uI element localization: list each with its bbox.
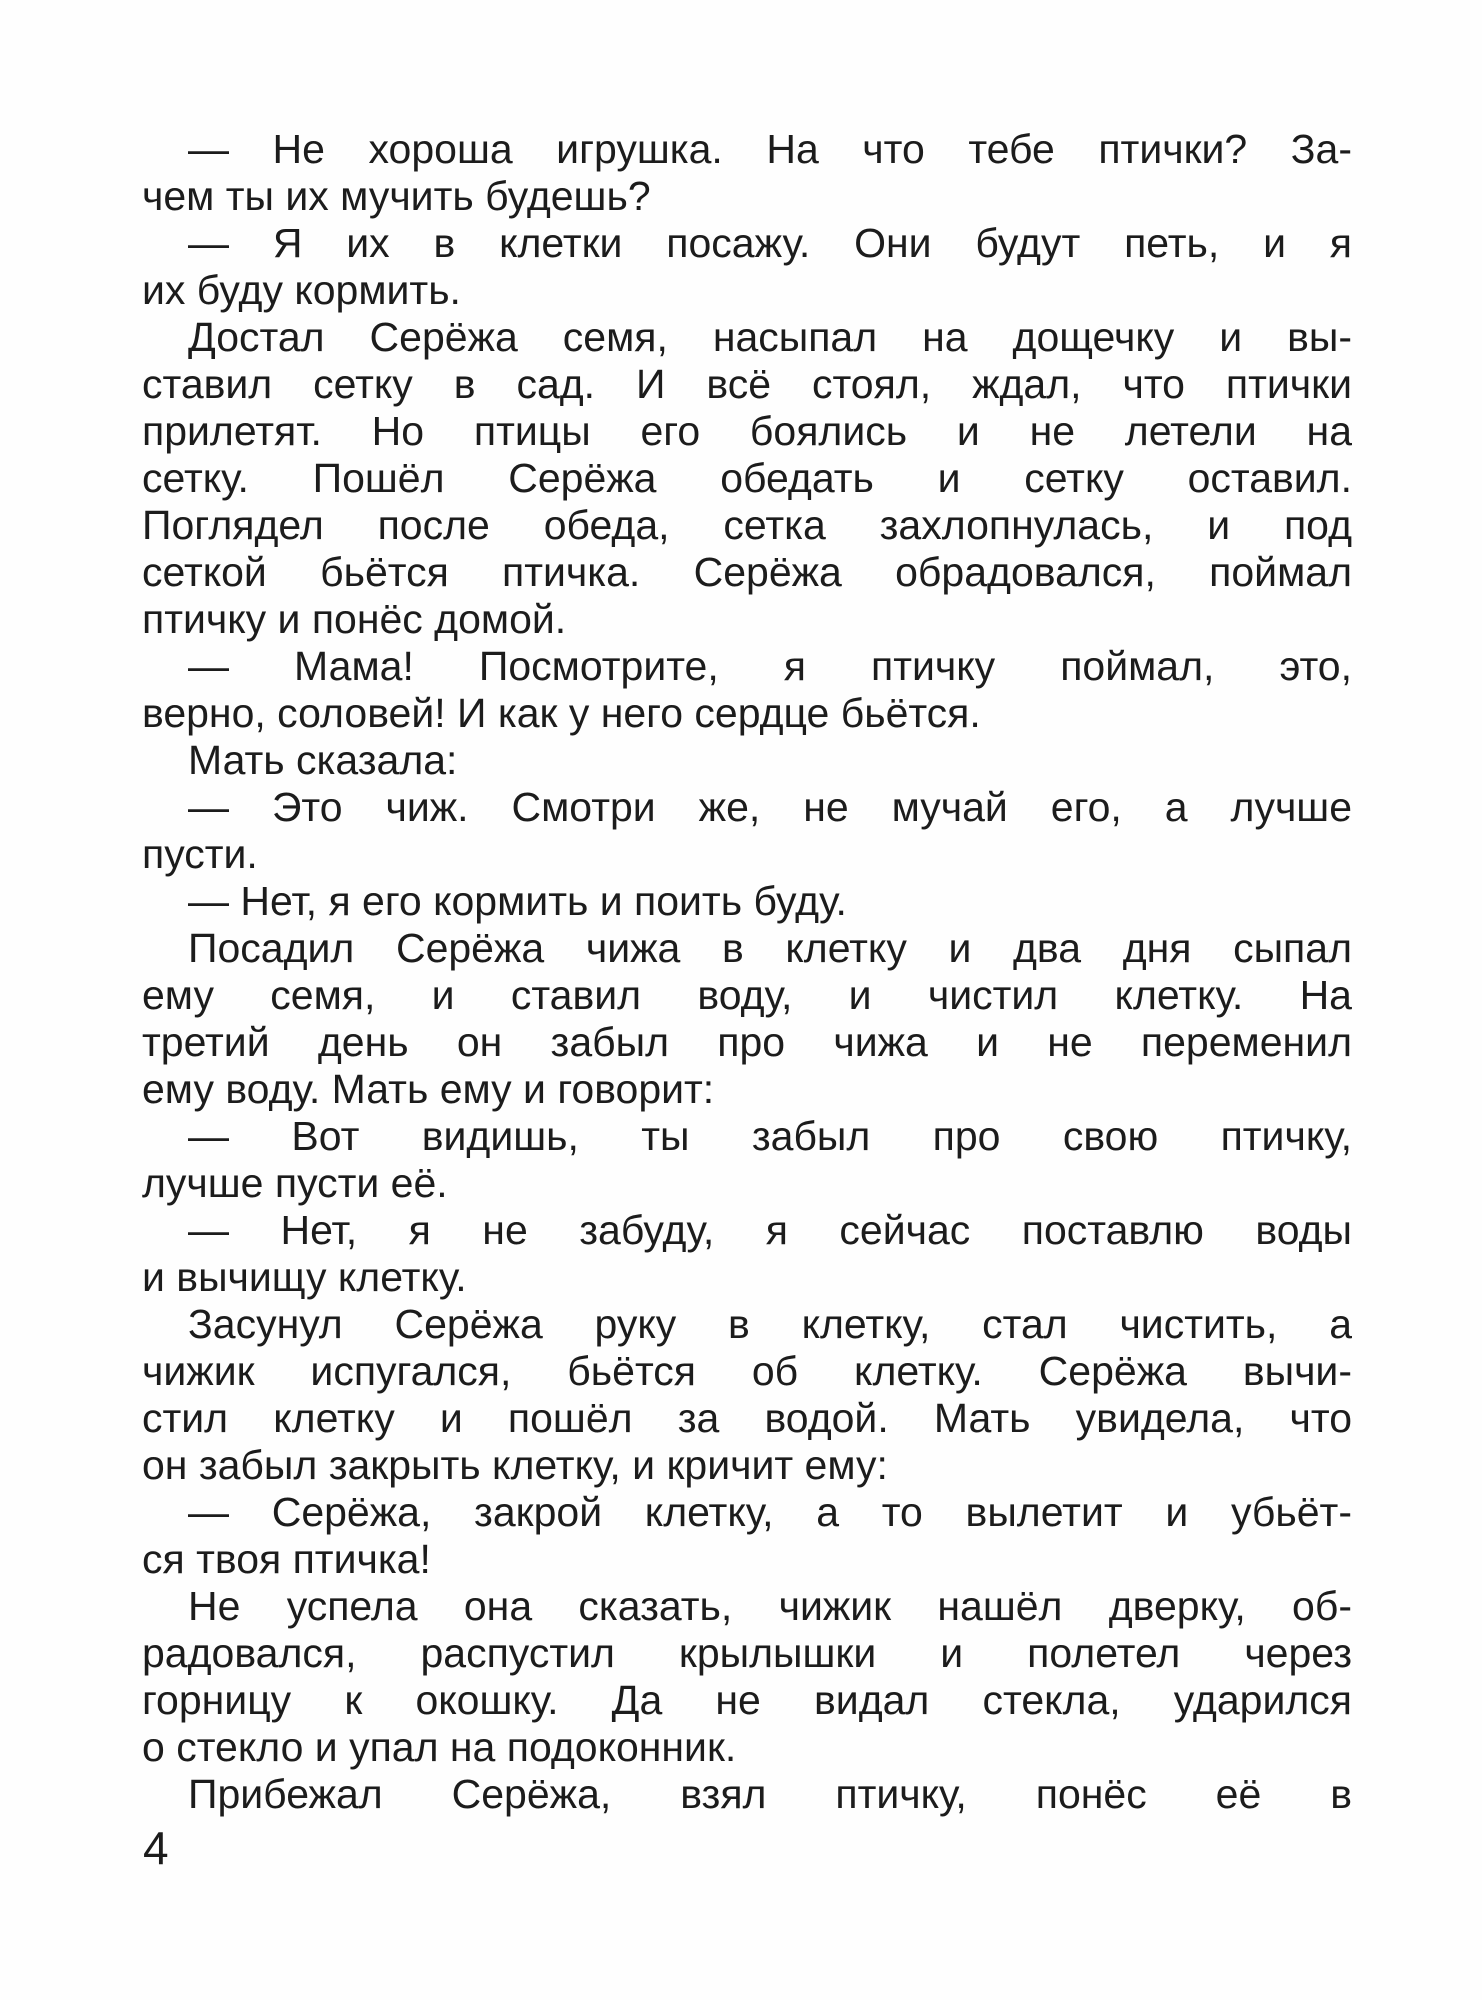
text-line: верно, соловей! И как у него сердце бьётся. bbox=[142, 690, 981, 736]
text-line: — Нет, я не забуду, я сейчас поставлю воды bbox=[188, 1207, 1352, 1253]
text-line: ставил сетку в сад. И всё стоял, ждал, что птички bbox=[142, 361, 1352, 407]
text-line: радовался, распустил крылышки и полетел через bbox=[142, 1630, 1352, 1676]
text-line: Засунул Серёжа руку в клетку, стал чистить, а bbox=[188, 1301, 1352, 1347]
text-line: — Я их в клетки посажу. Они будут петь, и я bbox=[188, 220, 1352, 266]
text-line: — Нет, я его кормить и поить буду. bbox=[188, 878, 847, 924]
text-line: Прибежал Серёжа, взял птичку, понёс её в bbox=[188, 1771, 1352, 1817]
text-line: — Мама! Посмотрите, я птичку поймал, это, bbox=[188, 643, 1352, 689]
text-line: Достал Серёжа семя, насыпал на дощечку и вы- bbox=[188, 314, 1352, 360]
text-line: о стекло и упал на подоконник. bbox=[142, 1724, 737, 1770]
text-line: птичку и понёс домой. bbox=[142, 596, 567, 642]
text-line: Посадил Серёжа чижа в клетку и два дня сыпал bbox=[188, 925, 1352, 971]
text-line: — Серёжа, закрой клетку, а то вылетит и убьёт- bbox=[188, 1489, 1352, 1535]
text-line: третий день он забыл про чижа и не переменил bbox=[142, 1019, 1352, 1065]
text-line: горницу к окошку. Да не видал стекла, ударился bbox=[142, 1677, 1352, 1723]
text-line: ему семя, и ставил воду, и чистил клетку. На bbox=[142, 972, 1352, 1018]
story-text bbox=[142, 126, 1352, 1818]
text-line: ему воду. Мать ему и говорит: bbox=[142, 1066, 715, 1112]
text-line: чижик испугался, бьётся об клетку. Серёжа вычи- bbox=[142, 1348, 1352, 1394]
text-line: — Не хороша игрушка. На что тебе птички? За- bbox=[188, 126, 1352, 172]
text-line: — Вот видишь, ты забыл про свою птичку, bbox=[188, 1113, 1352, 1159]
text-line: Поглядел после обеда, сетка захлопнулась, и под bbox=[142, 502, 1352, 548]
text-line: пусти. bbox=[142, 831, 258, 877]
text-line: их буду кормить. bbox=[142, 267, 461, 313]
text-line: Не успела она сказать, чижик нашёл дверку, об- bbox=[188, 1583, 1352, 1629]
text-line: он забыл закрыть клетку, и кричит ему: bbox=[142, 1442, 888, 1488]
text-line: стил клетку и пошёл за водой. Мать увидела, что bbox=[142, 1395, 1352, 1441]
text-line: чем ты их мучить будешь? bbox=[142, 173, 651, 219]
text-line: ся твоя птичка! bbox=[142, 1536, 431, 1582]
page-number: 4 bbox=[143, 1822, 169, 1874]
text-line: лучше пусти её. bbox=[142, 1160, 448, 1206]
text-line: сеткой бьётся птичка. Серёжа обрадовался, поймал bbox=[142, 549, 1352, 595]
text-line: сетку. Пошёл Серёжа обедать и сетку оставил. bbox=[142, 455, 1352, 501]
text-line: и вычищу клетку. bbox=[142, 1254, 467, 1300]
text-line: Мать сказала: bbox=[188, 737, 458, 783]
text-line: — Это чиж. Смотри же, не мучай его, а лучше bbox=[188, 784, 1352, 830]
text-line: прилетят. Но птицы его боялись и не летели на bbox=[142, 408, 1352, 454]
